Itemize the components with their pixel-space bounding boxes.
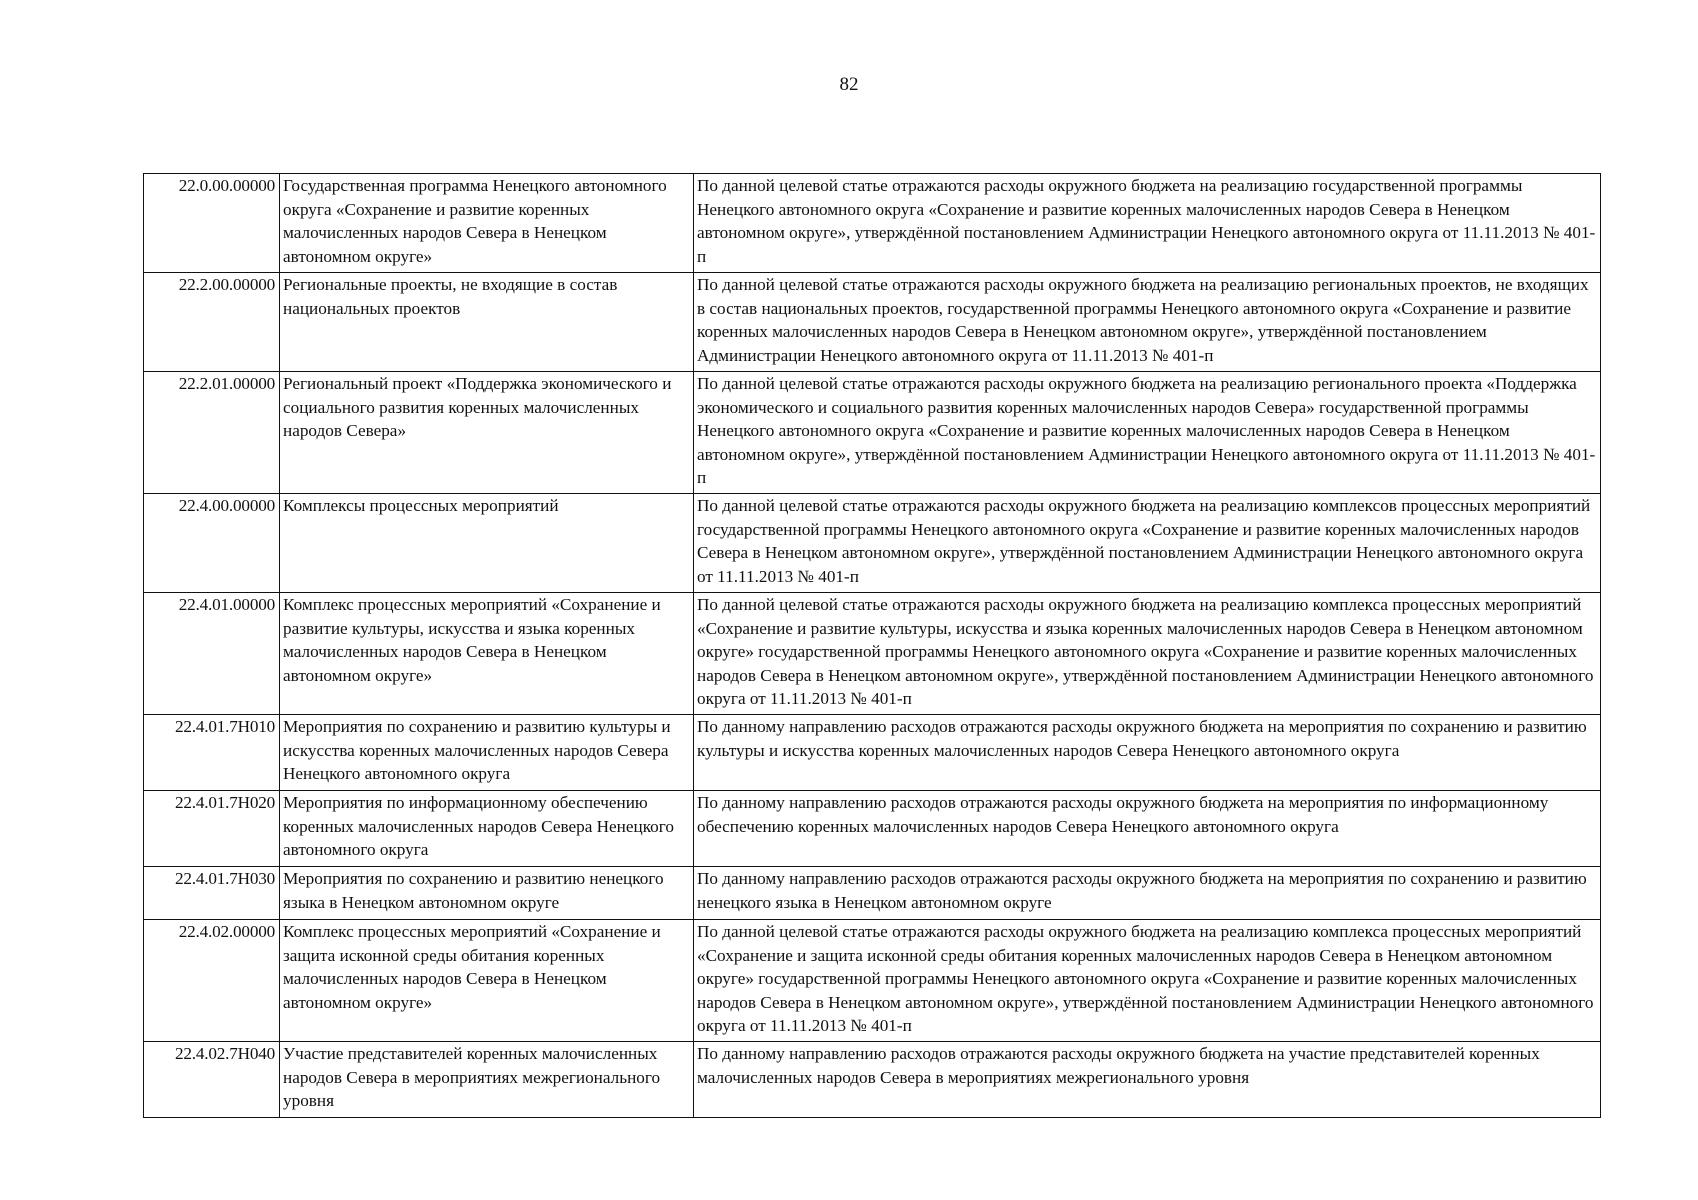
target-article-code: 22.2.01.00000 bbox=[144, 372, 280, 494]
table-row bbox=[144, 920, 1601, 1042]
target-article-name: Комплекс процессных мероприятий «Сохранение и защита исконной среды обитания коренных малочисленных народов Севера в Ненецком автономном округе» bbox=[280, 920, 694, 1042]
direction-code: 22.4.02.7Н040 bbox=[144, 1042, 280, 1118]
table-row bbox=[144, 174, 1601, 273]
target-article-description: По данной целевой статье отражаются расходы окружного бюджета на реализацию государственной программы Ненецкого автономного округа «Сохранение и развитие коренных малочисленных народов Севера в Ненецком автономном округе», утверждённой постановлением Администрации Ненецкого автономного округа от 11.11.2013 № 401-п bbox=[694, 174, 1601, 273]
table-row bbox=[144, 494, 1601, 593]
direction-code: 22.4.01.7Н030 bbox=[144, 867, 280, 920]
direction-code: 22.4.01.7Н010 bbox=[144, 715, 280, 791]
target-article-code: 22.2.00.00000 bbox=[144, 273, 280, 372]
direction-name: Мероприятия по сохранению и развитию культуры и искусства коренных малочисленных народов Севера Ненецкого автономного округа bbox=[280, 715, 694, 791]
page-number: 82 bbox=[839, 74, 859, 95]
target-article-code: 22.0.00.00000 bbox=[144, 174, 280, 273]
table-row bbox=[144, 273, 1601, 372]
target-article-name: Региональный проект «Поддержка экономического и социального развития коренных малочисленных народов Севера» bbox=[280, 372, 694, 494]
target-article-code: 22.4.02.00000 bbox=[144, 920, 280, 1042]
target-article-description: По данной целевой статье отражаются расходы окружного бюджета на реализацию комплексов процессных мероприятий государственной программы Ненецкого автономного округа «Сохранение и развитие коренных малочисленных народов Севера в Ненецком автономном округе», утверждённой постановлением Администрации Ненецкого автономного округа от 11.11.2013 № 401-п bbox=[694, 494, 1601, 593]
budget-classification-table bbox=[143, 173, 1601, 1118]
table-row bbox=[144, 715, 1601, 791]
target-article-name: Региональные проекты, не входящие в состав национальных проектов bbox=[280, 273, 694, 372]
target-article-name: Комплексы процессных мероприятий bbox=[280, 494, 694, 593]
table-row bbox=[144, 372, 1601, 494]
direction-description: По данному направлению расходов отражаются расходы окружного бюджета на мероприятия по сохранению и развитию ненецкого языка в Ненецком автономном округе bbox=[694, 867, 1601, 920]
direction-name: Участие представителей коренных малочисленных народов Севера в мероприятиях межрегионального уровня bbox=[280, 1042, 694, 1118]
table-row bbox=[144, 867, 1601, 920]
direction-description: По данному направлению расходов отражаются расходы окружного бюджета на мероприятия по информационному обеспечению коренных малочисленных народов Севера Ненецкого автономного округа bbox=[694, 791, 1601, 867]
target-article-description: По данной целевой статье отражаются расходы окружного бюджета на реализацию регионального проекта «Поддержка экономического и социального развития коренных малочисленных народов Севера» государственной программы Ненецкого автономного округа «Сохранение и развитие коренных малочисленных народов Севера в Ненецком автономном округе», утверждённой постановлением Администрации Ненецкого автономного округа от 11.11.2013 № 401-п bbox=[694, 372, 1601, 494]
direction-description: По данному направлению расходов отражаются расходы окружного бюджета на мероприятия по сохранению и развитию культуры и искусства коренных малочисленных народов Севера Ненецкого автономного округа bbox=[694, 715, 1601, 791]
target-article-name: Комплекс процессных мероприятий «Сохранение и развитие культуры, искусства и языка коренных малочисленных народов Севера в Ненецком автономном округе» bbox=[280, 593, 694, 715]
table-row bbox=[144, 593, 1601, 715]
direction-description: По данному направлению расходов отражаются расходы окружного бюджета на участие представителей коренных малочисленных народов Севера в мероприятиях межрегионального уровня bbox=[694, 1042, 1601, 1118]
direction-name: Мероприятия по сохранению и развитию ненецкого языка в Ненецком автономном округе bbox=[280, 867, 694, 920]
target-article-description: По данной целевой статье отражаются расходы окружного бюджета на реализацию комплекса процессных мероприятий «Сохранение и развитие культуры, искусства и языка коренных малочисленных народов Севера в Ненецком автономном округе» государственной программы Ненецкого автономного округа «Сохранение и развитие коренных малочисленных народов Севера в Ненецком автономном округе», утверждённой постановлением Администрации Ненецкого автономного округа от 11.11.2013 № 401-п bbox=[694, 593, 1601, 715]
direction-code: 22.4.01.7Н020 bbox=[144, 791, 280, 867]
table-row bbox=[144, 1042, 1601, 1118]
table-row bbox=[144, 791, 1601, 867]
target-article-description: По данной целевой статье отражаются расходы окружного бюджета на реализацию комплекса процессных мероприятий «Сохранение и защита исконной среды обитания коренных малочисленных народов Севера в Ненецком автономном округе» государственной программы Ненецкого автономного округа «Сохранение и развитие коренных малочисленных народов Севера в Ненецком автономном округе», утверждённой постановлением Администрации Ненецкого автономного округа от 11.11.2013 № 401-п bbox=[694, 920, 1601, 1042]
target-article-description: По данной целевой статье отражаются расходы окружного бюджета на реализацию региональных проектов, не входящих в состав национальных проектов, государственной программы Ненецкого автономного округа «Сохранение и развитие коренных малочисленных народов Севера в Ненецком автономном округе», утверждённой постановлением Администрации Ненецкого автономного округа от 11.11.2013 № 401-п bbox=[694, 273, 1601, 372]
target-article-code: 22.4.01.00000 bbox=[144, 593, 280, 715]
direction-name: Мероприятия по информационному обеспечению коренных малочисленных народов Севера Ненецкого автономного округа bbox=[280, 791, 694, 867]
target-article-code: 22.4.00.00000 bbox=[144, 494, 280, 593]
target-article-name: Государственная программа Ненецкого автономного округа «Сохранение и развитие коренных малочисленных народов Севера в Ненецком автономном округе» bbox=[280, 174, 694, 273]
